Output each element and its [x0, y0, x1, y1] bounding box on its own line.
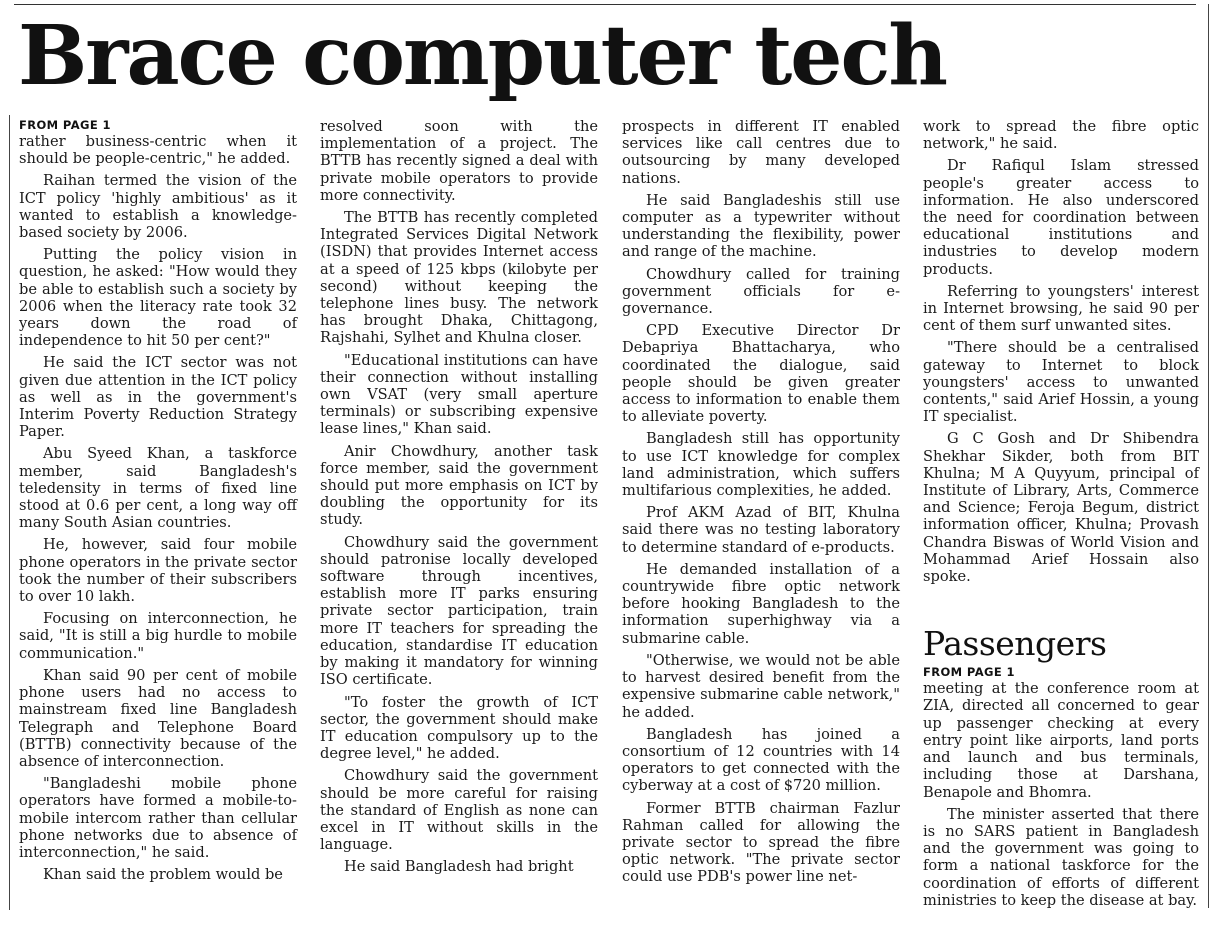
paragraph: The BTTB has recently completed Integrated Services Digital Network (ISDN) that provides Internet access at a speed of 125 kbps (kilobyte per second) without keeping the telephone lines busy. The network has brought Dhaka, Chittagong, Rajshahi, Sylhet and Khulna closer. [320, 209, 598, 347]
passengers-headline: Passengers [923, 624, 1107, 664]
paragraph: He said Bangladesh had bright [344, 858, 574, 876]
paragraph: resolved soon with the implementation of a project. The BTTB has recently signed a deal with private mobile operators to provide more connectivity. [320, 118, 598, 204]
paragraph: He said the ICT sector was not given due attention in the ICT policy as well as in the government's Interim Poverty Reduction Strategy Paper. [19, 354, 297, 441]
paragraph: work to spread the fibre optic network," he said. [923, 118, 1199, 153]
paragraph: Raihan termed the vision of the ICT policy 'highly ambitious' as it wanted to establish a knowledge-based society by 2006. [19, 172, 297, 242]
paragraph: rather business-centric when it should be people-centric," he added. [19, 133, 297, 168]
paragraph: "There should be a centralised gateway to Internet to block youngsters' access to unwanted contents," said Arief Hossin, a young IT specialist. [923, 339, 1199, 426]
paragraph: Referring to youngsters' interest in Internet browsing, he said 90 per cent of them surf unwanted sites. [923, 282, 1199, 335]
paragraph: The minister asserted that there is no SARS patient in Bangladesh and the government was going to form a national taskforce for the coordination of efforts of different ministries to keep the disease at bay. [923, 805, 1199, 909]
paragraph: Anir Chowdhury, another task force member, said the government should put more emphasis on ICT by doubling the opportunity for its study. [320, 442, 598, 529]
paragraph: Bangladesh has joined a consortium of 12 countries with 14 operators to get connected with the cyberway at a cost of $720 million. [622, 725, 900, 795]
paragraph: Prof AKM Azad of BIT, Khulna said there was no testing laboratory to determine standard of e-products. [622, 504, 900, 556]
paragraph: He demanded installation of a countrywide fibre optic network before hooking Bangladesh to the information superhighway via a submarine cable. [622, 560, 900, 647]
article-column-3 [622, 118, 900, 891]
paragraph: "To foster the growth of ICT sector, the government should make IT education compulsory up to the degree level," he added. [320, 693, 598, 763]
left-rule [9, 115, 10, 910]
paragraph: meeting at the conference room at ZIA, directed all concerned to gear up passenger checking at every entry point like airports, land ports and launch and bus terminals, including those at Darshana, Benapole and Bhomra. [923, 680, 1199, 801]
paragraph: Former BTTB chairman Fazlur Rahman called for allowing the private sector to spread the fibre optic network. "The private sector could use PDB's power line net- [622, 799, 900, 886]
kicker-from-page-1: FROM PAGE 1 [19, 118, 111, 132]
paragraph: Chowdhury said the government should be more careful for raising the standard of English as none can excel in IT without skills in the language. [320, 767, 598, 854]
passengers-story [923, 625, 1199, 909]
paragraph: Chowdhury said the government should patronise locally developed software through incentives, establish more IT parks ensuring private sector participation, train more IT teachers for spreading the education, standardise IT education by making it mandatory for winning ISO certificate. [320, 533, 598, 689]
right-rule [1208, 4, 1209, 908]
paragraph: "Bangladeshi mobile phone operators have formed a mobile-to-mobile intercom rather than cellular phone networks due to absence of interconnection," he said. [19, 775, 297, 861]
paragraph: prospects in different IT enabled services like call centres due to outsourcing by many developed nations. [622, 118, 900, 187]
article-column-1 [19, 118, 297, 888]
paragraph: Khan said 90 per cent of mobile phone users had no access to mainstream fixed line Bangladesh Telegraph and Telephone Board (BTTB) connectivity because of the absence of interconnection. [19, 666, 297, 770]
article-column-2 [320, 118, 598, 881]
paragraph: Putting the policy vision in question, he asked: "How would they be able to establish such a society by 2006 when the literacy rate took 32 years down the road of independence to hit 50 per cent?" [19, 246, 297, 350]
paragraph: CPD Executive Director Dr Debapriya Bhattacharya, who coordinated the dialogue, said people should be given greater access to information to enable them to alleviate poverty. [622, 322, 900, 426]
top-rule [14, 4, 1196, 5]
paragraph: Khan said the problem would be [43, 866, 283, 884]
article-column-4 [923, 118, 1199, 914]
paragraph: Dr Rafiqul Islam stressed people's greater access to information. He also underscored the need for coordination between educational institutions and industries to develop modern products. [923, 157, 1199, 278]
paragraph: He, however, said four mobile phone operators in the private sector took the number of their subscribers to over 10 lakh. [19, 536, 297, 606]
paragraph: Abu Syeed Khan, a taskforce member, said Bangladesh's teledensity in terms of fixed line stood at 0.6 per cent, a long way off many South Asian countries. [19, 445, 297, 532]
paragraph: He said Bangladeshis still use computer as a typewriter without understanding the flexibility, power and range of the machine. [622, 191, 900, 261]
paragraph: "Educational institutions can have their connection without installing own VSAT (very small aperture terminals) or subscribing expensive lease lines," Khan said. [320, 351, 598, 438]
headline: Brace computer tech [18, 8, 947, 104]
paragraph: G C Gosh and Dr Shibendra Shekhar Sikder, both from BIT Khulna; M A Quyyum, principal of Institute of Library, Arts, Commerce and Science; Feroja Begum, district information officer, Khulna; Provash Chandra Biswas of World Vision and Mohammad Arief Hossain also spoke. [923, 430, 1199, 586]
paragraph: "Otherwise, we would not be able to harvest desired benefit from the expensive submarine cable network," he added. [622, 651, 900, 721]
paragraph: Chowdhury called for training government officials for e-governance. [622, 265, 900, 318]
paragraph: Focusing on interconnection, he said, "It is still a big hurdle to mobile communication." [19, 610, 297, 662]
paragraph: Bangladesh still has opportunity to use ICT knowledge for complex land administration, which suffers multifarious complexities, he added. [622, 430, 900, 500]
passengers-kicker: FROM PAGE 1 [923, 665, 1015, 680]
